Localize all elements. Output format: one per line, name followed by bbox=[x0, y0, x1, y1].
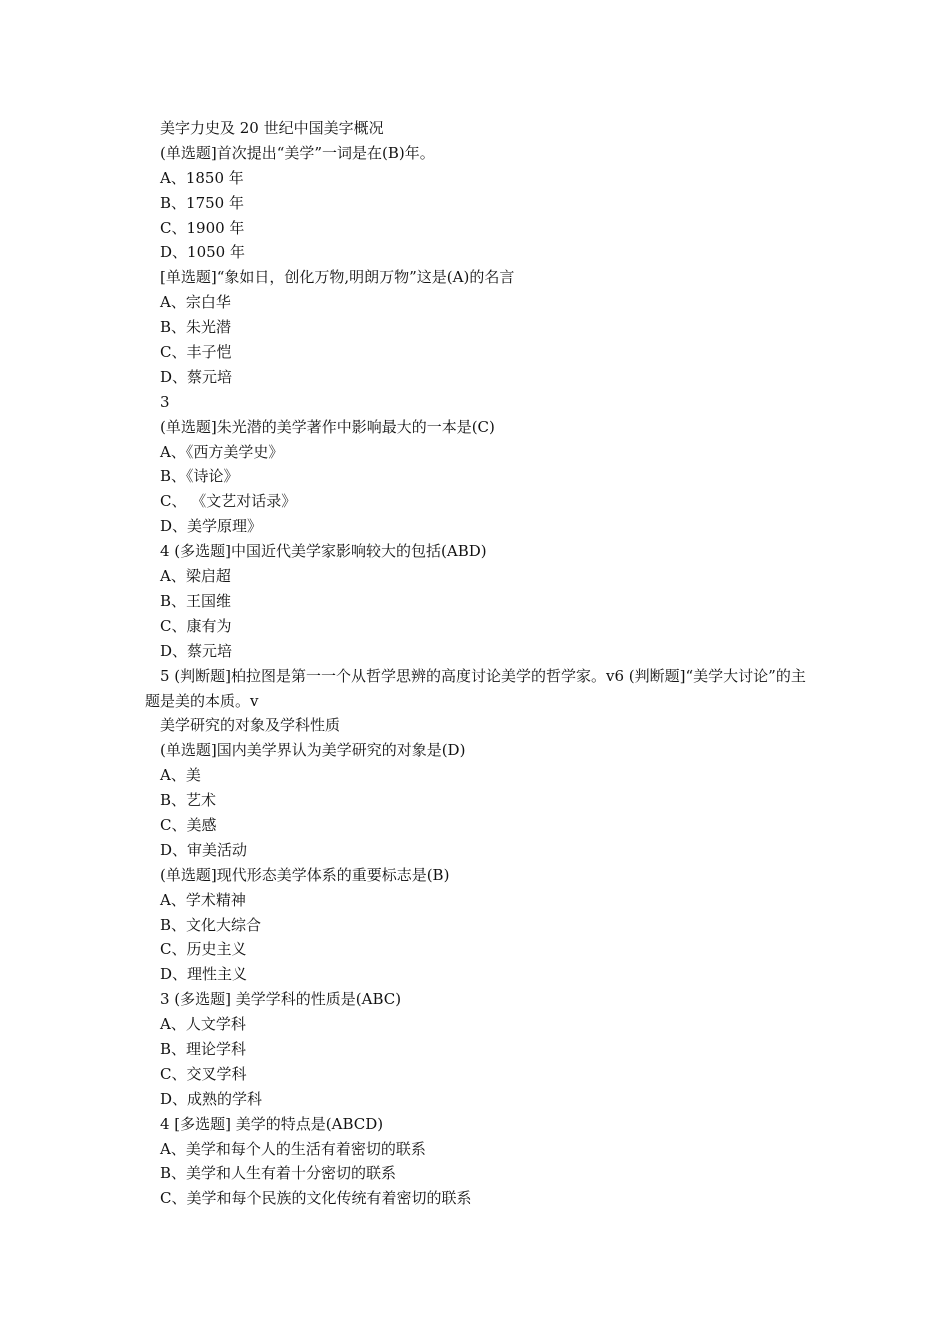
option: B、文化大综合 bbox=[160, 915, 262, 934]
question: 4 (多选题]中国近代美学家影响较大的包括(ABD) bbox=[160, 542, 487, 561]
option: D、成熟的学科 bbox=[160, 1089, 263, 1108]
option: A、梁启超 bbox=[160, 567, 231, 586]
question: (单选题]国内美学界认为美学研究的对象是(D) bbox=[160, 741, 466, 760]
option: A、《西方美学史》 bbox=[160, 442, 284, 461]
question-number: 3 bbox=[160, 392, 170, 411]
question: (单选题]现代形态美学体系的重要标志是(B) bbox=[160, 865, 450, 884]
option: C、美感 bbox=[160, 815, 217, 834]
option: D、蔡元培 bbox=[160, 641, 233, 660]
option: B、1750 年 bbox=[160, 193, 244, 212]
option: A、人文学科 bbox=[160, 1015, 246, 1034]
option: B、《诗论》 bbox=[160, 467, 239, 486]
option: A、美 bbox=[160, 766, 201, 785]
option: C、康有为 bbox=[160, 616, 232, 635]
question: 4 [多选题] 美学的特点是(ABCD) bbox=[160, 1114, 384, 1133]
question: (单选题]朱光潜的美学著作中影响最大的一本是(C) bbox=[160, 417, 495, 436]
option: B、理论学科 bbox=[160, 1039, 247, 1058]
option: A、美学和每个人的生活有着密切的联系 bbox=[160, 1139, 426, 1158]
section-heading: 美字力史及 20 世纪中国美字概况 bbox=[160, 119, 384, 137]
true-false-paragraph: 5 (判断题]柏拉图是第一一个从哲学思辨的高度讨论美学的哲学家。v6 (判断题]“美学大讨论”的主题是美的本质。v bbox=[145, 666, 806, 710]
question: [单选题]“象如日，创化万物,明朗万物”这是(A)的名言 bbox=[160, 268, 515, 287]
section-heading: 美学研究的对象及学科性质 bbox=[160, 716, 341, 735]
option: B、美学和人生有着十分密切的联系 bbox=[160, 1164, 397, 1183]
option: A、宗白华 bbox=[160, 293, 231, 312]
option: C、 《文艺对话录》 bbox=[160, 492, 297, 511]
option: D、理性主义 bbox=[160, 965, 248, 984]
option: A、1850 年 bbox=[160, 168, 244, 187]
option: C、历史主义 bbox=[160, 940, 247, 959]
option: D、蔡元培 bbox=[160, 367, 233, 386]
option: C、1900 年 bbox=[160, 218, 245, 237]
question: 3 (多选题] 美学学科的性质是(ABC) bbox=[160, 990, 402, 1009]
option: A、学术精神 bbox=[160, 890, 246, 909]
option: B、艺术 bbox=[160, 791, 217, 810]
option: D、1050 年 bbox=[160, 243, 245, 262]
option: D、美学原理》 bbox=[160, 517, 263, 536]
question: (单选题]首次提出“美学”一词是在(B)年。 bbox=[160, 143, 435, 162]
document-body bbox=[145, 116, 820, 1211]
option: C、美学和每个民族的文化传统有着密切的联系 bbox=[160, 1189, 472, 1208]
option: B、朱光潜 bbox=[160, 318, 232, 337]
option: C、丰子恺 bbox=[160, 343, 232, 362]
option: B、王国维 bbox=[160, 591, 232, 610]
option: D、审美活动 bbox=[160, 840, 248, 859]
option: C、交叉学科 bbox=[160, 1064, 247, 1083]
